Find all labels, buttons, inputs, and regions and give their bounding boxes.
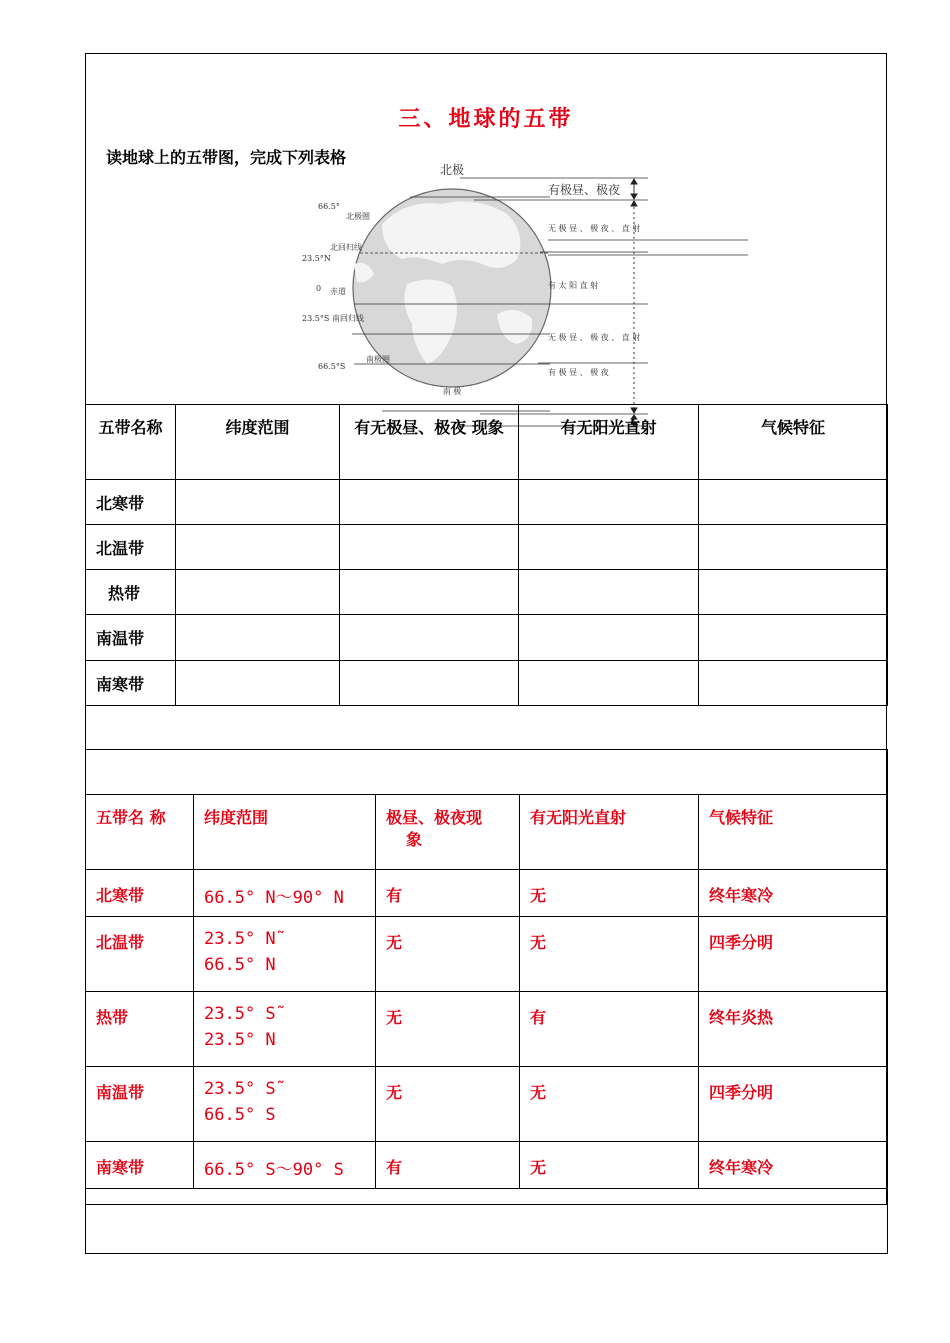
spacer-row xyxy=(86,1189,888,1254)
answer-direct-cell: 无 xyxy=(520,1067,699,1142)
answer-latitude-cell xyxy=(194,1067,376,1142)
blank-zones-table xyxy=(85,404,888,706)
answer-polar-cell: 无 xyxy=(376,917,520,992)
lat-235s-label: 23.5°S xyxy=(302,314,330,323)
blank-cell[interactable] xyxy=(340,570,519,615)
zone-temp-s-label: 无 极 昼 、 极 夜 、 直 射 xyxy=(548,333,641,342)
lat-235n-label: 23.5°N xyxy=(302,254,331,263)
answer-direct-cell: 无 xyxy=(520,870,699,917)
answer-zone-cell: 南温带 xyxy=(86,1067,194,1142)
blank-cell[interactable] xyxy=(340,480,519,525)
table-row xyxy=(86,615,888,661)
table-row xyxy=(86,661,888,706)
answer-direct-cell: 无 xyxy=(520,917,699,992)
table-row xyxy=(86,1067,888,1142)
blank-cell[interactable] xyxy=(340,525,519,570)
answer-direct-cell: 无 xyxy=(520,1142,699,1189)
zone-polar-n-label: 有极昼、极夜 xyxy=(548,183,621,197)
lat-665s-label: 66.5°S xyxy=(318,362,346,371)
answer-zone-cell: 热带 xyxy=(86,992,194,1067)
answer-header-polar-line1: 极昼、极夜现 xyxy=(386,808,483,827)
blank-cell[interactable] xyxy=(699,570,888,615)
zone-name-cell: 北温带 xyxy=(86,525,176,570)
table-row xyxy=(86,570,888,615)
answer-polar-cell: 无 xyxy=(376,1067,520,1142)
latitude-line2: 23.5° N xyxy=(204,1030,276,1050)
zone-name-cell: 南寒带 xyxy=(86,661,176,706)
answer-zone-cell: 南寒带 xyxy=(86,1142,194,1189)
blank-cell[interactable] xyxy=(340,661,519,706)
header-latitude-range: 纬度范围 xyxy=(176,405,340,480)
blank-cell[interactable] xyxy=(699,615,888,661)
table-row xyxy=(86,870,888,917)
table-row xyxy=(86,525,888,570)
header-zone-name: 五带名称 xyxy=(86,405,176,480)
answer-header-direct-sunlight: 有无阳光直射 xyxy=(520,795,699,870)
header-climate: 气候特征 xyxy=(699,405,888,480)
instruction-text: 读地球上的五带图，完成下列表格 xyxy=(106,148,347,167)
latitude-line1: 23.5° N˜ xyxy=(204,929,286,949)
answer-table-header-row xyxy=(86,795,888,870)
antarctic-circle-label: 南极圈 xyxy=(366,355,390,364)
answer-zones-table xyxy=(85,749,888,1254)
blank-cell[interactable] xyxy=(519,570,699,615)
answer-climate-cell: 终年寒冷 xyxy=(699,870,888,917)
answer-header-zone-name: 五带名 称 xyxy=(86,795,194,870)
blank-table-header-row xyxy=(86,405,888,480)
latitude-line2: 66.5° N xyxy=(204,955,276,975)
blank-cell[interactable] xyxy=(340,615,519,661)
zone-tropic-label: 有 太 阳 直 射 xyxy=(548,281,599,290)
document-frame xyxy=(85,53,887,1205)
answer-polar-cell: 有 xyxy=(376,870,520,917)
answer-polar-cell: 无 xyxy=(376,992,520,1067)
blank-cell[interactable] xyxy=(176,661,340,706)
table-row xyxy=(86,917,888,992)
spacer-cell xyxy=(86,1189,888,1254)
answer-header-latitude-range: 纬度范围 xyxy=(194,795,376,870)
spacer-row xyxy=(86,750,888,795)
blank-cell[interactable] xyxy=(176,480,340,525)
blank-cell[interactable] xyxy=(519,480,699,525)
equator-label: 赤道 xyxy=(330,287,346,296)
page-title: 三、地球的五带 xyxy=(398,107,574,132)
blank-cell[interactable] xyxy=(519,661,699,706)
blank-cell[interactable] xyxy=(519,525,699,570)
answer-header-polar-line2: 象 xyxy=(406,830,423,849)
spacer-cell xyxy=(86,750,888,795)
header-polar-day-night: 有无极昼、极夜 现象 xyxy=(340,405,519,480)
zone-name-cell: 北寒带 xyxy=(86,480,176,525)
answer-zone-cell: 北温带 xyxy=(86,917,194,992)
answer-latitude-cell: 66.5° N～90° N xyxy=(194,870,376,917)
tropic-cancer-label: 北回归线 xyxy=(330,243,362,252)
zone-temp-n-label: 无 极 昼 、 极 夜 、 直 射 xyxy=(548,224,641,233)
zone-name-cell: 热带 xyxy=(86,570,176,615)
blank-cell[interactable] xyxy=(176,525,340,570)
answer-zone-cell: 北寒带 xyxy=(86,870,194,917)
lat-665n-label: 66.5° xyxy=(318,202,340,211)
blank-cell[interactable] xyxy=(519,615,699,661)
answer-latitude-cell: 66.5° S～90° S xyxy=(194,1142,376,1189)
answer-climate-cell: 终年寒冷 xyxy=(699,1142,888,1189)
answer-polar-cell: 有 xyxy=(376,1142,520,1189)
blank-cell[interactable] xyxy=(699,661,888,706)
south-pole-label: 南 极 xyxy=(442,387,462,396)
continent-eurasia xyxy=(382,202,520,268)
latitude-line1: 23.5° S˜ xyxy=(204,1079,286,1099)
latitude-line1: 23.5° S˜ xyxy=(204,1004,286,1024)
arctic-circle-label: 北极圈 xyxy=(346,212,370,221)
blank-cell[interactable] xyxy=(699,480,888,525)
answer-climate-cell: 四季分明 xyxy=(699,917,888,992)
lat-0-label: 0 xyxy=(316,284,322,293)
north-pole-label: 北极 xyxy=(439,163,465,177)
answer-latitude-cell xyxy=(194,917,376,992)
answer-climate-cell: 四季分明 xyxy=(699,1067,888,1142)
answer-climate-cell: 终年炎热 xyxy=(699,992,888,1067)
answer-header-polar-day-night xyxy=(376,795,520,870)
answer-header-climate: 气候特征 xyxy=(699,795,888,870)
tropic-capricorn-label: 南回归线 xyxy=(332,314,364,323)
blank-cell[interactable] xyxy=(699,525,888,570)
zone-name-cell: 南温带 xyxy=(86,615,176,661)
answer-direct-cell: 有 xyxy=(520,992,699,1067)
table-row xyxy=(86,1142,888,1189)
table-row xyxy=(86,992,888,1067)
blank-cell[interactable] xyxy=(176,570,340,615)
latitude-line2: 66.5° S xyxy=(204,1105,276,1125)
zone-polar-s-label: 有 极 昼 、 极 夜 xyxy=(548,368,609,377)
header-direct-sunlight: 有无阳光直射 xyxy=(519,405,699,480)
five-zones-diagram xyxy=(302,163,672,396)
blank-cell[interactable] xyxy=(176,615,340,661)
table-row xyxy=(86,480,888,525)
answer-latitude-cell xyxy=(194,992,376,1067)
